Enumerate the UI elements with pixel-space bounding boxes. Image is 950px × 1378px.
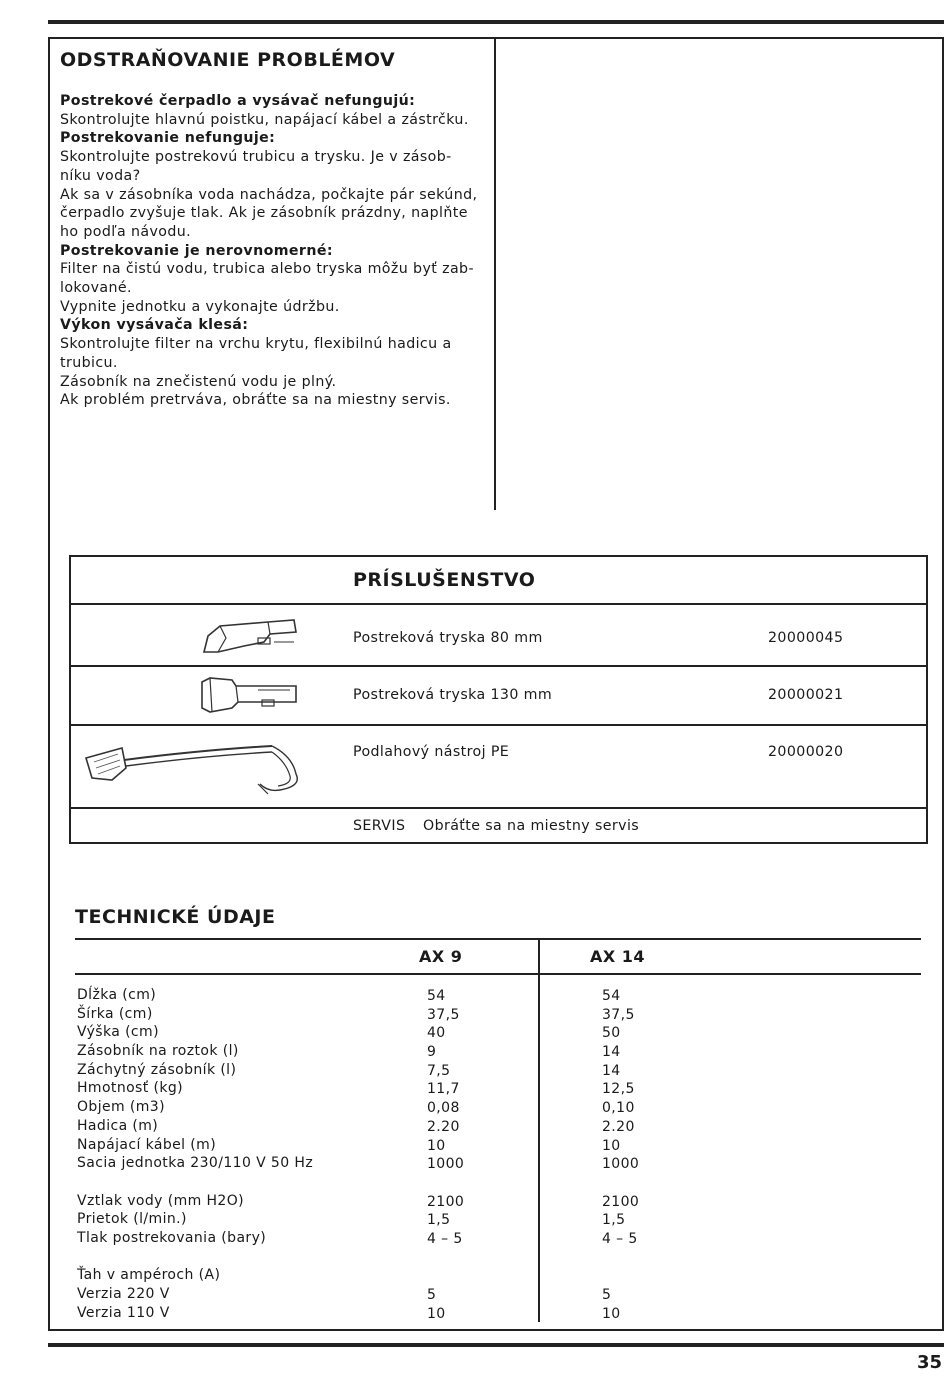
- tech-values-ax9: [427, 987, 464, 1323]
- spec-value-ax14: 50: [602, 1025, 621, 1042]
- spec-label: Zásobník na roztok (l): [77, 1043, 239, 1060]
- spec-label: Napájací kábel (m): [77, 1136, 217, 1153]
- spec-value-ax9: 9: [427, 1044, 437, 1061]
- spray-nozzle-130-icon: [198, 674, 300, 716]
- tech-title: TECHNICKÉ ÚDAJE: [75, 906, 276, 928]
- spec-value-ax9: [427, 1174, 464, 1193]
- spec-label: Verzia 110 V: [77, 1304, 170, 1321]
- top-rule: [48, 20, 944, 24]
- accessories-title: PRÍSLUŠENSTVO: [353, 569, 536, 591]
- trouble-answer: ho podľa návodu.: [60, 223, 192, 240]
- service-label: SERVIS: [353, 818, 406, 834]
- spec-value-ax14: 14: [602, 1062, 621, 1079]
- tech-values-ax14: [602, 987, 639, 1323]
- tech-col-ax14: AX 14: [590, 947, 646, 966]
- trouble-answer: Skontrolujte postrekovú trubicu a trysku. Je v zásob-: [60, 149, 452, 166]
- spec-value-ax14: 10: [602, 1137, 621, 1154]
- tech-labels: [77, 986, 313, 1322]
- trouble-question: Postrekovanie nefunguje:: [60, 130, 276, 147]
- tech-column-divider: [538, 939, 540, 1322]
- spec-value-ax9: 7,5: [427, 1062, 451, 1079]
- spec-value-ax14: 5: [602, 1287, 612, 1303]
- spec-value-ax9: 0,08: [427, 1100, 460, 1117]
- trouble-answer: Ak sa v zásobníka voda nachádza, počkajte pár sekúnd,: [60, 186, 478, 203]
- spec-label: Prietok (l/min.): [77, 1211, 187, 1228]
- accessory-name: Postreková tryska 130 mm: [353, 687, 553, 703]
- spec-label: Sacia jednotka 230/110 V 50 Hz: [77, 1155, 314, 1172]
- spec-label: Hmotnosť (kg): [77, 1080, 184, 1097]
- spec-value-ax9: 10: [427, 1137, 446, 1154]
- spec-value-ax14: 0,10: [602, 1100, 635, 1117]
- spec-label: Vztlak vody (mm H2O): [77, 1192, 245, 1209]
- spec-value-ax14: 37,5: [602, 1006, 635, 1023]
- spec-label: Tlak postrekovania (bary): [77, 1229, 267, 1246]
- page-number: 35: [916, 1352, 942, 1373]
- tech-top-line: [75, 938, 921, 940]
- spec-value-ax14: 14: [602, 1044, 621, 1061]
- tech-col-ax9: AX 9: [419, 947, 463, 966]
- service-text: Obráťte sa na miestny servis: [423, 818, 640, 834]
- spec-label: [77, 1248, 313, 1267]
- spec-value-ax9: 10: [427, 1305, 446, 1322]
- troubleshooting-title: ODSTRAŇOVANIE PROBLÉMOV: [60, 49, 396, 71]
- spec-value-ax14: [602, 1174, 639, 1193]
- trouble-answer: Skontrolujte filter na vrchu krytu, flexibilnú hadicu a: [60, 336, 452, 353]
- spec-value-ax9: 40: [427, 1025, 446, 1042]
- spec-value-ax14: 12,5: [602, 1081, 635, 1098]
- spray-nozzle-80-icon: [198, 612, 300, 660]
- spec-label: Verzia 220 V: [77, 1286, 170, 1302]
- spec-value-ax9: 11,7: [427, 1081, 460, 1098]
- spec-label: Záchytný zásobník (l): [77, 1061, 237, 1078]
- accessory-code: 20000021: [768, 687, 844, 703]
- spec-value-ax14: 10: [602, 1305, 621, 1322]
- column-divider: [494, 38, 496, 510]
- floor-tool-icon: [82, 738, 310, 802]
- spec-value-ax14: 2100: [602, 1193, 640, 1210]
- accessories-row-line: [69, 665, 928, 667]
- trouble-question: Postrekové čerpadlo a vysávač nefungujú:: [60, 93, 416, 109]
- spec-label: Výška (cm): [77, 1024, 159, 1041]
- spec-label: Dĺžka (cm): [77, 987, 157, 1003]
- spec-value-ax9: 5: [427, 1287, 437, 1303]
- spec-value-ax14: 2.20: [602, 1118, 635, 1135]
- accessories-row-line: [69, 603, 928, 605]
- spec-label: [77, 1173, 313, 1192]
- spec-value-ax9: 1,5: [427, 1212, 451, 1229]
- spec-value-ax14: 54: [602, 988, 621, 1004]
- spec-value-ax9: [427, 1249, 464, 1268]
- spec-value-ax9: 2100: [427, 1193, 465, 1210]
- tech-header-line: [75, 973, 921, 975]
- trouble-answer: trubicu.: [60, 354, 118, 371]
- troubleshooting-list: [60, 92, 490, 410]
- spec-value-ax9: 2.20: [427, 1118, 460, 1135]
- accessory-name: Podlahový nástroj PE: [353, 744, 510, 760]
- spec-value-ax9: [427, 1267, 464, 1286]
- accessory-code: 20000045: [768, 630, 844, 646]
- bottom-rule: [48, 1343, 944, 1347]
- trouble-answer: níku voda?: [60, 167, 141, 184]
- accessory-name: Postreková tryska 80 mm: [353, 630, 543, 646]
- trouble-answer: Vypnite jednotku a vykonajte údržbu.: [60, 298, 340, 315]
- spec-value-ax14: [602, 1267, 639, 1286]
- spec-label: Objem (m3): [77, 1099, 165, 1116]
- spec-value-ax9: 54: [427, 988, 446, 1004]
- spec-value-ax9: 37,5: [427, 1006, 460, 1023]
- trouble-answer: Filter na čistú vodu, trubica alebo tryska môžu byť zab-: [60, 261, 474, 278]
- spec-value-ax14: 1,5: [602, 1212, 626, 1229]
- spec-value-ax14: 1000: [602, 1156, 640, 1173]
- spec-label: Hadica (m): [77, 1117, 159, 1134]
- spec-value-ax9: 4 – 5: [427, 1230, 463, 1247]
- trouble-answer: Zásobník na znečistenú vodu je plný.: [60, 373, 337, 390]
- trouble-answer: Skontrolujte hlavnú poistku, napájací kábel a zástrčku.: [60, 111, 469, 128]
- trouble-answer: lokované.: [60, 280, 132, 297]
- spec-value-ax14: 4 – 5: [602, 1230, 638, 1247]
- trouble-answer: čerpadlo zvyšuje tlak. Ak je zásobník prázdny, naplňte: [60, 205, 468, 222]
- spec-label: Šírka (cm): [77, 1005, 153, 1022]
- accessories-row-line: [69, 724, 928, 726]
- trouble-question: Postrekovanie je nerovnomerné:: [60, 242, 333, 259]
- accessory-code: 20000020: [768, 744, 844, 760]
- spec-value-ax14: [602, 1249, 639, 1268]
- spec-value-ax9: 1000: [427, 1156, 465, 1173]
- spec-label: Ťah v ampéroch (A): [77, 1267, 221, 1284]
- trouble-answer: Ak problém pretrváva, obráťte sa na miestny servis.: [60, 392, 451, 409]
- trouble-question: Výkon vysávača klesá:: [60, 317, 249, 334]
- accessories-row-line: [69, 807, 928, 809]
